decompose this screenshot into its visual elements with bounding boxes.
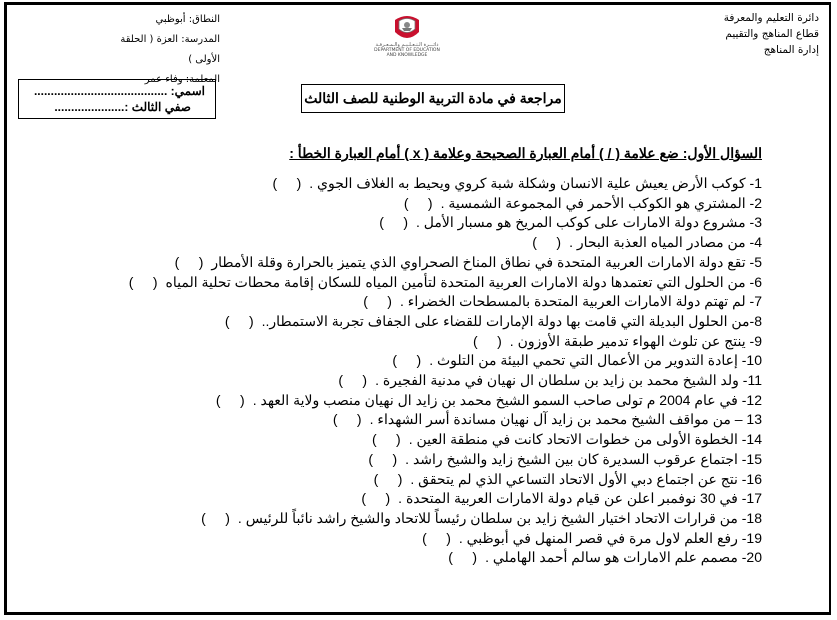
school-info: [110, 10, 220, 90]
statement-item: [129, 410, 762, 430]
statement-text: 20- مصمم علم الامارات هو سالم أحمد الهاملي .: [485, 549, 762, 566]
statement-text: 5- تقع دولة الامارات العربية المتحدة في نطاق المناخ الصحراوي الذي يتميز بالحرارة وقلة الأمطار: [211, 253, 762, 270]
student-name-field[interactable]: اسمي: ........................................: [33, 84, 205, 98]
answer-blank[interactable]: ( ): [332, 411, 362, 428]
answer-blank[interactable]: ( ): [201, 509, 230, 526]
answer-blank[interactable]: ( ): [379, 214, 408, 231]
student-class-field[interactable]: صفي الثالث :.....................: [54, 100, 191, 114]
teacher-label: المعلمة: وفاء عمر: [144, 74, 220, 85]
statement-text: 11- ولد الشيخ محمد بن زايد بن سلطان ال نهيان في مدنية الفجيرة .: [375, 372, 762, 389]
statement-item: [129, 332, 762, 352]
statement-text: 10- إعادة التدوير من الأعمال التي تحمي البيئة من التلوث .: [429, 352, 762, 369]
org-line-2: قطاع المناهج والتقييم: [725, 28, 819, 40]
statement-item: [129, 273, 762, 293]
statement-text: 16- نتج عن اجتماع دبي الأول الاتحاد التساعي الذي لم يتحقق .: [410, 470, 762, 487]
logo-english-line-1: DEPARTMENT OF EDUCATION: [374, 48, 440, 53]
statement-text: 12- في عام 2004 م تولى صاحب السمو الشيخ محمد بن زايد ال نهيان منصب ولاية العهد .: [252, 391, 762, 408]
org-line-1: دائرة التعليم والمعرفة: [723, 12, 819, 24]
statement-item: [129, 450, 762, 470]
statement-item: [129, 371, 762, 391]
statement-text: 2- المشتري هو الكوكب الأحمر في المجموعة الشمسية .: [440, 194, 762, 211]
statement-item: [129, 430, 762, 450]
statement-text: 17- في 30 نوفمبر اعلن عن قيام دولة الامارات العربية المتحدة .: [398, 490, 762, 507]
student-info-box: [18, 79, 216, 119]
statement-text: 15- اجتماع عرقوب السديرة كان بين الشيخ زايد والشيخ راشد .: [405, 450, 762, 467]
statement-text: 8-من الحلول البديلة التي قامت بها دولة الإمارات للقضاء على الجفاف تجربة الاستمطار..: [261, 312, 762, 329]
school-label: المدرسة: العزة ( الحلقة الأولى ): [120, 34, 220, 65]
statement-list: [129, 174, 762, 568]
answer-blank[interactable]: ( ): [448, 549, 478, 566]
answer-blank[interactable]: ( ): [403, 194, 433, 211]
answer-blank[interactable]: ( ): [224, 312, 254, 329]
statement-item: [129, 213, 762, 233]
department-logo: [372, 14, 442, 58]
statement-item: [129, 292, 762, 312]
statement-text: 1- كوكب الأرض يعيش علية الانسان وشكلة شبة كروي ويحيط به الغلاف الجوي .: [309, 175, 762, 191]
statement-item: [129, 351, 762, 371]
statement-item: [129, 233, 762, 253]
answer-blank[interactable]: ( ): [371, 431, 401, 448]
statement-text: 4- من مصادر المياه العذبة البحار .: [569, 234, 762, 251]
answer-blank[interactable]: ( ): [128, 273, 158, 290]
answer-blank[interactable]: ( ): [473, 332, 502, 349]
org-line-3: إدارة المناهج: [763, 44, 819, 56]
statement-item: [129, 489, 762, 509]
answer-blank[interactable]: ( ): [361, 490, 391, 507]
statement-text: 9- ينتج عن تلوث الهواء تدمير طبقة الأوزون .: [509, 332, 762, 349]
statement-text: 3- مشروع دولة الامارات على كوكب المريخ هو مسبار الأمل .: [415, 214, 762, 231]
answer-blank[interactable]: ( ): [373, 470, 403, 487]
statement-item: [129, 548, 762, 568]
statement-text: 6- من الحلول التي تعتمدها دولة الامارات العربية المتحدة لتأمين المياه للسكان إقامة محطات تحلية المياه: [165, 273, 762, 290]
logo-arabic-text: دائـــرة الـتـعـلـيـم والـمـعـرفـة: [375, 42, 439, 48]
statement-item: [129, 312, 762, 332]
statement-item: [129, 174, 762, 194]
statement-text: 13 – من مواقف الشيخ محمد بن زايد آل نهيان مساندة أسر الشهداء .: [369, 411, 762, 428]
statement-item: [129, 194, 762, 214]
question-heading: السؤال الأول: ضع علامة ( / ) أمام العبارة الصحيحة وعلامة ( x ) أمام العبارة الخطأ :: [289, 145, 762, 161]
region-label: النطاق: أبوظبي: [155, 14, 220, 25]
statement-text: 7- لم تهتم دولة الامارات العربية المتحدة بالمسطحات الخضراء .: [399, 293, 762, 310]
answer-blank[interactable]: ( ): [174, 253, 204, 270]
answer-blank[interactable]: ( ): [363, 293, 392, 310]
statement-item: [129, 391, 762, 411]
statement-item: [129, 509, 762, 529]
statement-item: [129, 253, 762, 273]
page-title: مراجعة في مادة التربية الوطنية للصف الثالث: [301, 84, 565, 113]
statement-text: 19- رفع العلم لاول مرة في قصر المنهل في أبوظبي .: [458, 529, 762, 546]
logo-english-line-2: AND KNOWLEDGE: [386, 53, 428, 58]
answer-blank[interactable]: ( ): [272, 175, 302, 191]
answer-blank[interactable]: ( ): [368, 450, 398, 467]
emblem-icon: [392, 14, 422, 42]
statement-text: 18- من قرارات الاتحاد اختيار الشيخ زايد بن سلطان رئيساً للاتحاد والشيخ راشد نائباً للرئيس .: [237, 509, 762, 526]
answer-blank[interactable]: ( ): [532, 234, 562, 251]
statement-item: [129, 470, 762, 490]
answer-blank[interactable]: ( ): [338, 372, 368, 389]
organization-header: [724, 10, 819, 58]
answer-blank[interactable]: ( ): [422, 529, 451, 546]
answer-blank[interactable]: ( ): [215, 391, 245, 408]
answer-blank[interactable]: ( ): [392, 352, 422, 369]
statement-item: [129, 529, 762, 549]
statement-text: 14- الخطوة الأولى من خطوات الاتحاد كانت في منطقة العين .: [408, 431, 762, 448]
